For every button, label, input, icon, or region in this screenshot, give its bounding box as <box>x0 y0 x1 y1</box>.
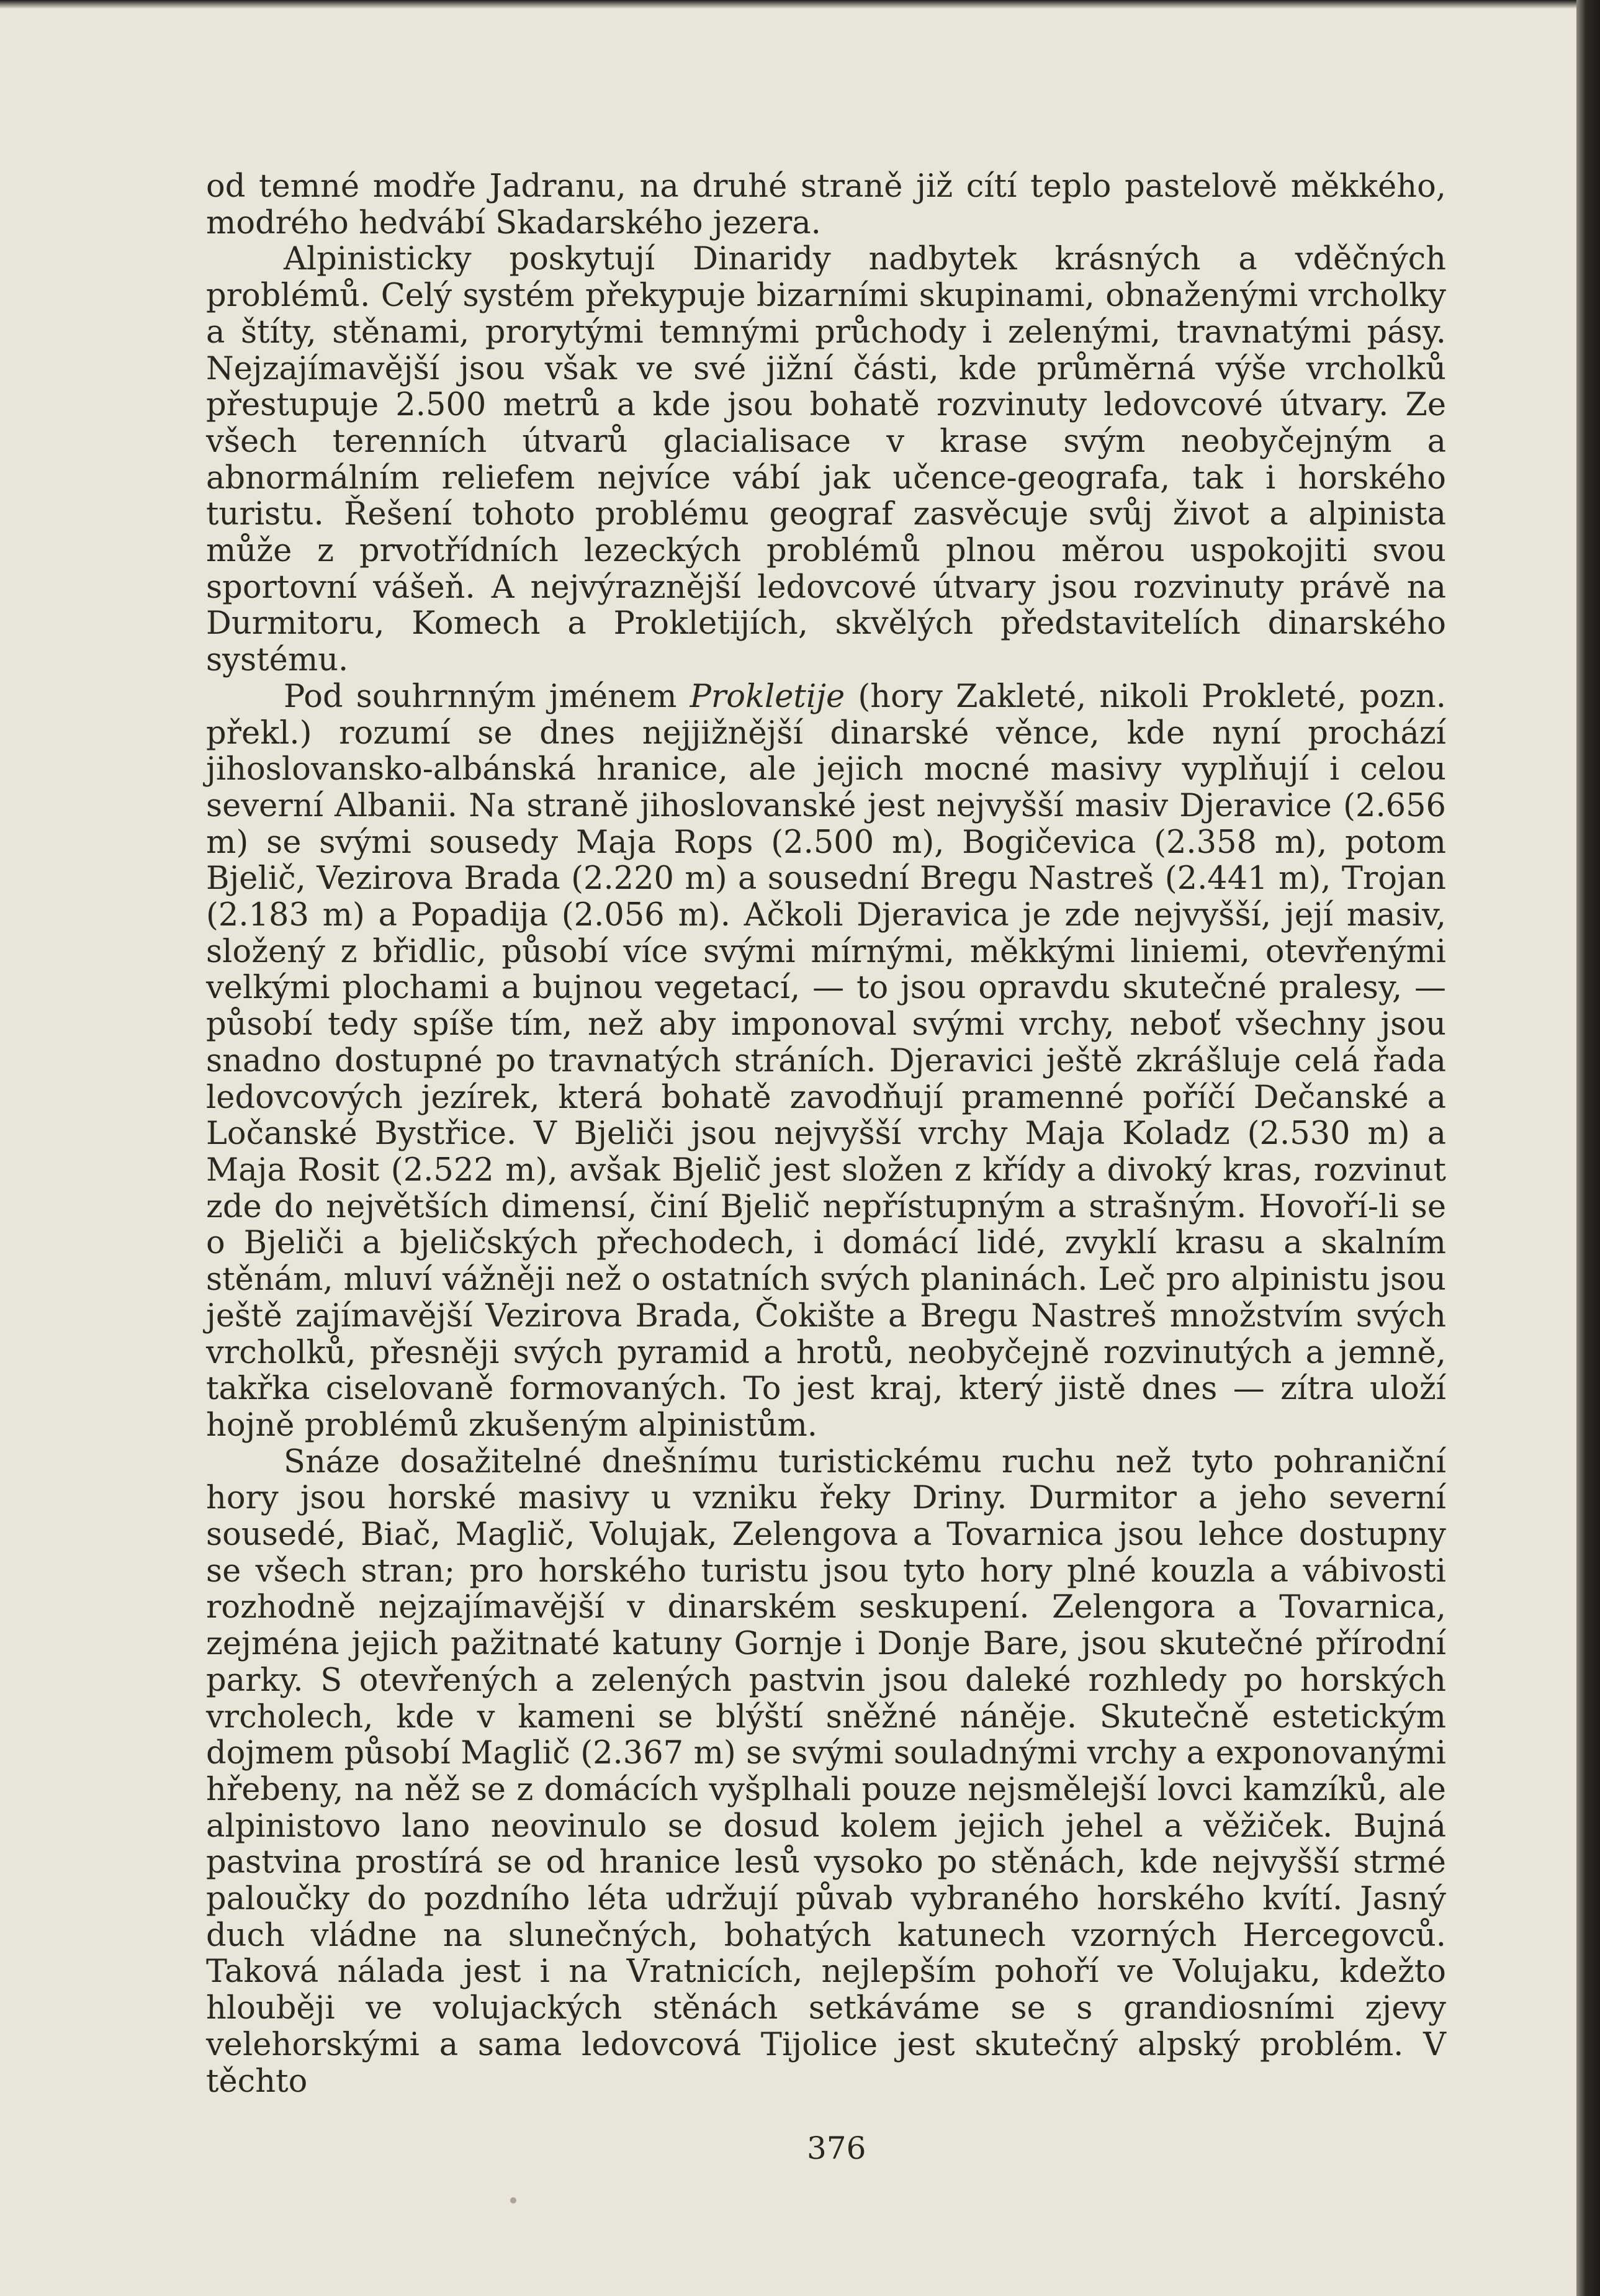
paragraph-3 <box>206 679 1446 1444</box>
paragraph-4: Snáze dosažitelné dnešnímu turistickému ruchu než tyto pohraniční hory jsou horské masivy u vzniku řeky Driny. Durmitor a jeho severní sousedé, Biač, Maglič, Volujak, Zelengova a Tovarnica jsou lehce dostupny se všech stran; pro horského turistu jsou tyto hory plné kouzla a vábivosti rozhodně nejzajímavější v dinarském seskupení. Zelengora a Tovarnica, zejména jejich pažitnaté katuny Gornje i Donje Bare, jsou skutečné přírodní parky. S otevřených a zelených pastvin jsou daleké rozhledy po horských vrcholech, kde v kameni se blýští sněžné náněje. Skutečně estetickým dojmem působí Maglič (2.367 m) se svými souladnými vrchy a exponovanými hřebeny, na něž se z domácích vyšplhali pouze nejsmělejší lovci kamzíků, ale alpinistovo lano neovinulo se dosud kolem jejich jehel a věžiček. Bujná pastvina prostírá se od hranice lesů vysoko po stěnách, kde nejvyšší strmé paloučky do pozdního léta udržují půvab vybraného horského kvítí. Jasný duch vládne na slunečných, bohatých katunech vzorných Hercegovců. Taková nálada jest i na Vratnicích, nejlepším pohoří ve Volujaku, kdežto hlouběji ve volujackých stěnách setkáváme se s grandiosními zjevy velehorskými a sama ledovcová Tijolice jest skutečný alpský problém. V těchto <box>206 1443 1446 2100</box>
paragraph-3-start: Pod souhrnným jménem <box>284 678 690 715</box>
scan-top-shadow <box>0 0 1576 9</box>
scan-speck <box>510 2197 516 2204</box>
prokletije-term: Prokletije <box>690 678 845 715</box>
paragraph-3-rest: (hory Zakleté, nikoli Prokleté, pozn. překl.) rozumí se dnes nejjižnější dinarské věnce, kde nyní prochází jihoslovansko-albánská hranice, ale jejich mocné masivy vyplňují i celou severní Albanii. Na straně jihoslovanské jest nejvyšší masiv Djeravice (2.656 m) se svými sousedy Maja Rops (2.500 m), Bogičevica (2.358 m), potom Bjelič, Vezirova Brada (2.220 m) a sousední Bregu Nastreš (2.441 m), Trojan (2.183 m) a Popadija (2.056 m). Ačkoli Djeravica je zde nejvyšší, její masiv, složený z břidlic, působí více svými mírnými, měkkými liniemi, otevřenými velkými plochami a bujnou vegetací, — to jsou opravdu skutečné pralesy, — působí tedy spíše tím, než aby imponoval svými vrchy, neboť všechny jsou snadno dostupné po travnatých stráních. Djeravici ještě zkrášluje celá řada ledovcových jezírek, která bohatě zavodňují pramenné poříčí Dečanské a Ločanské Bystřice. V Bjeliči jsou nejvyšší vrchy Maja Koladz (2.530 m) a Maja Rosit (2.522 m), avšak Bjelič jest složen z křídy a divoký kras, rozvinut zde do největších dimensí, činí Bjelič nepřístupným a strašným. Hovoří-li se o Bjeliči a bjeličských přechodech, i domácí lidé, zvyklí krasu a skalním stěnám, mluví vážněji než o ostatních svých planinách. Leč pro alpinistu jsou ještě zajímavější Vezirova Brada, Čokište a Bregu Nastreš množstvím svých vrcholků, přesněji svých pyramid a hrotů, neobyčejně rozvinutých a jemně, takřka ciselovaně formovaných. To jest kraj, který jistě dnes — zítra uloží hojně problémů zkušeným alpinistům. <box>206 678 1446 1444</box>
paragraph-1: od temné modře Jadranu, na druhé straně již cítí teplo pastelově měkkého, modrého hedvábí Skadarského jezera. <box>206 168 1446 241</box>
page-number: 376 <box>807 2130 866 2166</box>
paragraph-2: Alpinisticky poskytují Dinaridy nadbytek krásných a vděčných problémů. Celý systém překypuje bizarními skupinami, obnaženými vrcholky a štíty, stěnami, prorytými temnými průchody i zelenými, travnatými pásy. Nejzajímavější jsou však ve své jižní části, kde průměrná výše vrcholků přestupuje 2.500 metrů a kde jsou bohatě rozvinuty ledovcové útvary. Ze všech terenních útvarů glacialisace v krase svým neobyčejným a abnormálním reliefem nejvíce vábí jak učence-geografa, tak i horského turistu. Řešení tohoto problému geograf zasvěcuje svůj život a alpinista může z prvotřídních lezeckých problémů plnou měrou uspokojiti svou sportovní vášeň. A nejvýraznější ledovcové útvary jsou rozvinuty právě na Durmitoru, Komech a Prokletijích, skvělých představitelích dinarského systému. <box>206 241 1446 679</box>
scan-right-edge <box>1576 0 1600 2296</box>
body-text <box>206 169 1446 2100</box>
